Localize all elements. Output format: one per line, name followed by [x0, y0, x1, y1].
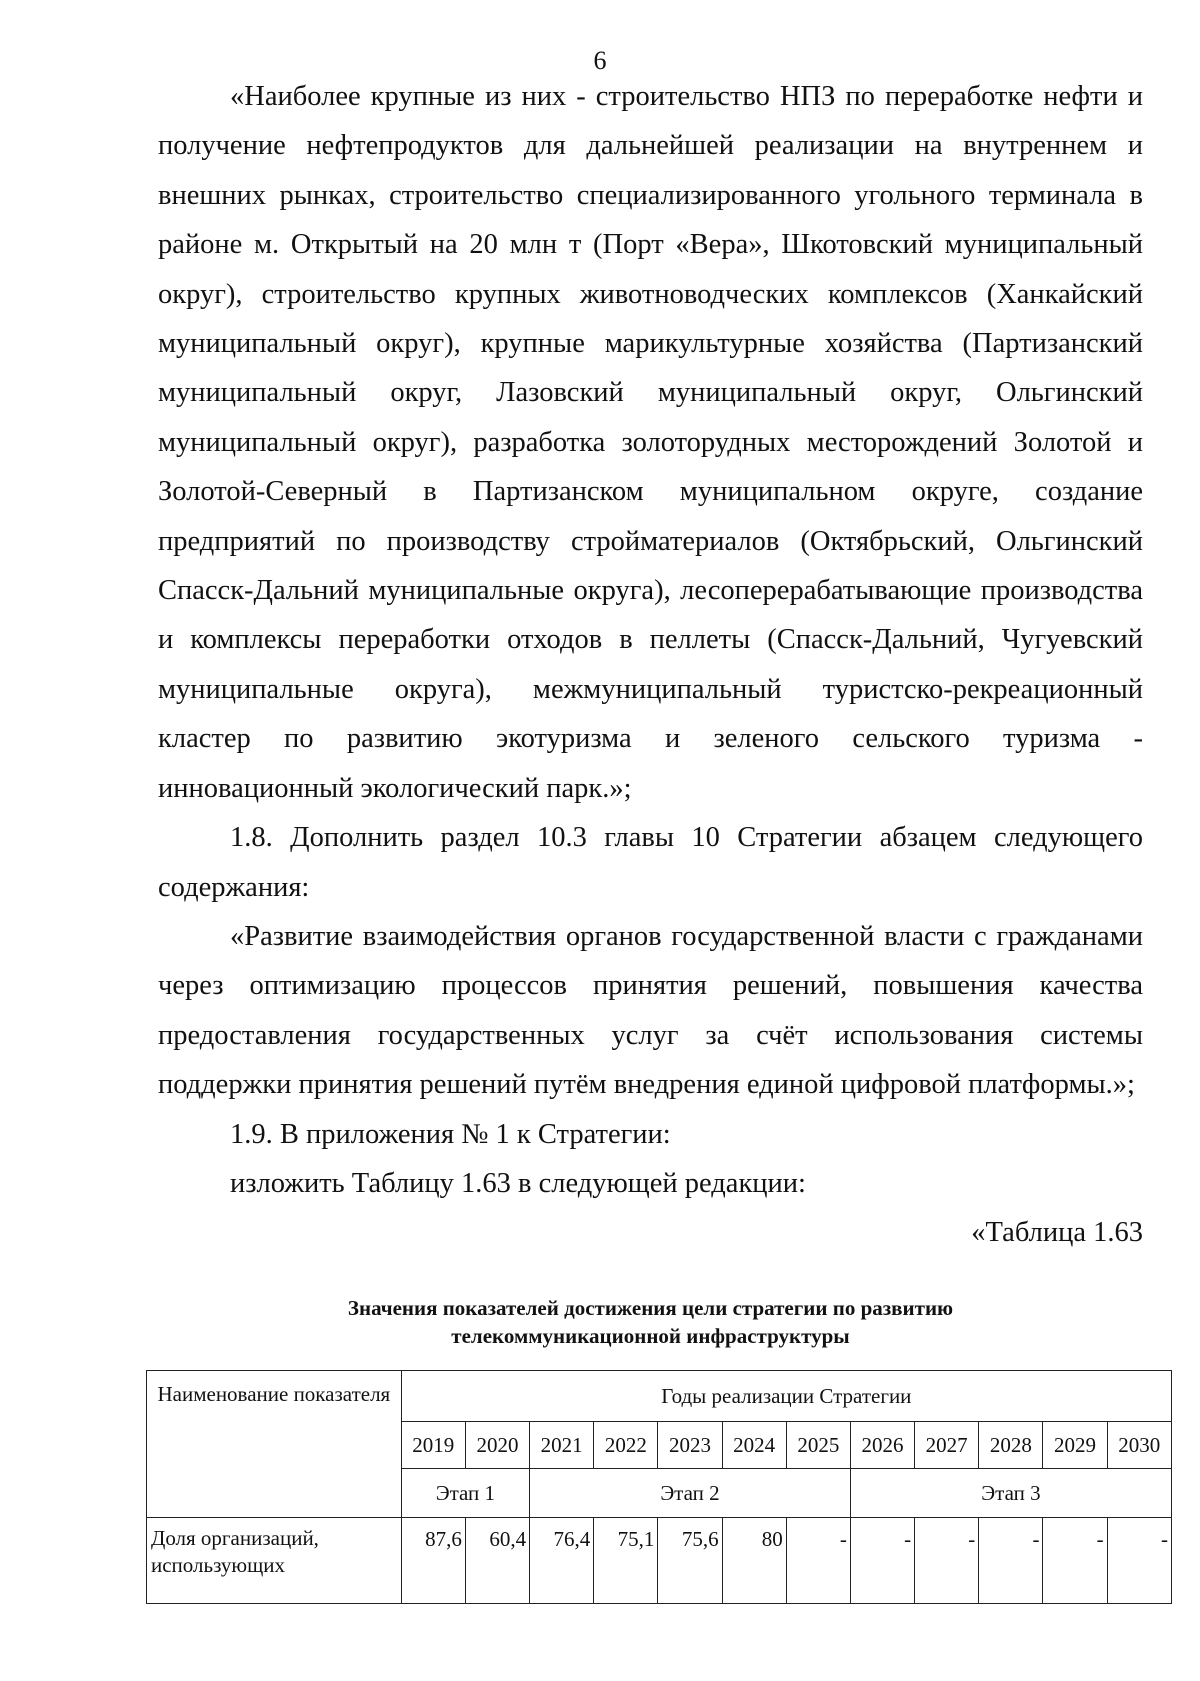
text-line: районе м. Открытый на 20 млн т (Порт «Вера», Шкотовский муниципальный [158, 229, 1143, 261]
value-cell: 75,6 [658, 1518, 722, 1604]
table-title-line: телекоммуникационной инфраструктуры [451, 1324, 850, 1348]
table-header-row [147, 1371, 1172, 1422]
text-line: округ), строительство крупных животноводческих комплексов (Ханкайский [158, 278, 1143, 310]
value-cell: 80 [722, 1518, 786, 1604]
paragraph-major-projects [158, 72, 1143, 813]
indicators-table [146, 1370, 1172, 1604]
table-label [158, 1208, 1143, 1257]
text-line: поддержки принятия решений путём внедрения единой цифровой платформы.»; [158, 1069, 1135, 1101]
value-cell: - [786, 1518, 850, 1604]
paragraph-table-instruction [158, 1159, 1143, 1208]
text-line: и комплексы переработки отходов в пеллеты (Спасск-Дальний, Чугуевский [158, 624, 1143, 656]
text-line: предоставления государственных услуг за счёт использования системы [158, 1019, 1143, 1051]
stage-cell: Этап 2 [530, 1469, 851, 1518]
year-cell: 2026 [850, 1422, 914, 1469]
document-body [158, 72, 1143, 1258]
value-cell: - [1043, 1518, 1107, 1604]
stage-cell: Этап 3 [850, 1469, 1171, 1518]
year-cell: 2019 [401, 1422, 465, 1469]
text-line: предприятий по производству стройматериалов (Октябрьский, Ольгинский [158, 525, 1143, 557]
stage-cell: Этап 1 [401, 1469, 529, 1518]
year-cell: 2028 [979, 1422, 1043, 1469]
year-cell: 2027 [915, 1422, 979, 1469]
text-line: «Наиболее крупные из них - строительство НПЗ по переработке нефти и [230, 81, 1143, 112]
value-cell: 87,6 [401, 1518, 465, 1604]
paragraph-interaction-development [158, 912, 1143, 1110]
table-number-label: «Таблица 1.63 [971, 1217, 1143, 1249]
paragraph-item-1-8 [158, 813, 1143, 912]
year-cell: 2022 [594, 1422, 658, 1469]
text-line: содержания: [158, 871, 310, 903]
text-line: муниципальный округ, Лазовский муниципальный округ, Ольгинский [158, 377, 1143, 409]
text-line: муниципальные округа), межмуниципальный туристско-рекреационный [158, 673, 1143, 705]
value-cell: 60,4 [465, 1518, 529, 1604]
table-title [158, 1294, 1143, 1350]
year-cell: 2021 [530, 1422, 594, 1469]
text-line: внешних рынках, строительство специализированного угольного терминала в [158, 179, 1143, 211]
text-line: через оптимизацию процессов принятия решений, повышения качества [158, 970, 1143, 1002]
text-line: инновационный экологический парк.»; [158, 772, 632, 804]
text-line: Золотой-Северный в Партизанском муниципальном округе, создание [158, 476, 1143, 508]
text-line: «Развитие взаимодействия органов государственной власти с гражданами [230, 920, 1143, 952]
value-cell: - [979, 1518, 1043, 1604]
text-line: муниципальный округ), разработка золоторудных месторождений Золотой и [158, 426, 1143, 458]
page-number: 6 [593, 46, 607, 75]
text-line: изложить Таблицу 1.63 в следующей редакции: [230, 1167, 806, 1199]
value-cell: - [850, 1518, 914, 1604]
indicator-name-header: Наименование показателя [147, 1371, 402, 1518]
text-line: муниципальный округ), крупные марикультурные хозяйства (Партизанский [158, 328, 1143, 360]
text-line: 1.9. В приложения № 1 к Стратегии: [230, 1118, 671, 1150]
indicator-name-cell: Доля организаций, использующих [147, 1518, 402, 1604]
text-line: 1.8. Дополнить раздел 10.3 главы 10 Стратегии абзацем следующего [230, 822, 1143, 854]
years-header: Годы реализации Стратегии [401, 1371, 1171, 1422]
year-cell: 2020 [465, 1422, 529, 1469]
year-cell: 2024 [722, 1422, 786, 1469]
year-cell: 2023 [658, 1422, 722, 1469]
value-cell: 76,4 [530, 1518, 594, 1604]
text-line: получение нефтепродуктов для дальнейшей реализации на внутреннем и [158, 130, 1143, 162]
text-line: Спасск-Дальний муниципальные округа), лесоперерабатывающие производства [158, 575, 1143, 607]
paragraph-item-1-9 [158, 1110, 1143, 1159]
value-cell: - [915, 1518, 979, 1604]
value-cell: - [1107, 1518, 1171, 1604]
value-cell: 75,1 [594, 1518, 658, 1604]
year-cell: 2025 [786, 1422, 850, 1469]
year-cell: 2030 [1107, 1422, 1171, 1469]
text-line: кластер по развитию экотуризма и зеленого сельского туризма - [158, 723, 1143, 755]
table-row [147, 1518, 1172, 1604]
year-cell: 2029 [1043, 1422, 1107, 1469]
table-title-line: Значения показателей достижения цели стратегии по развитию [347, 1296, 954, 1320]
